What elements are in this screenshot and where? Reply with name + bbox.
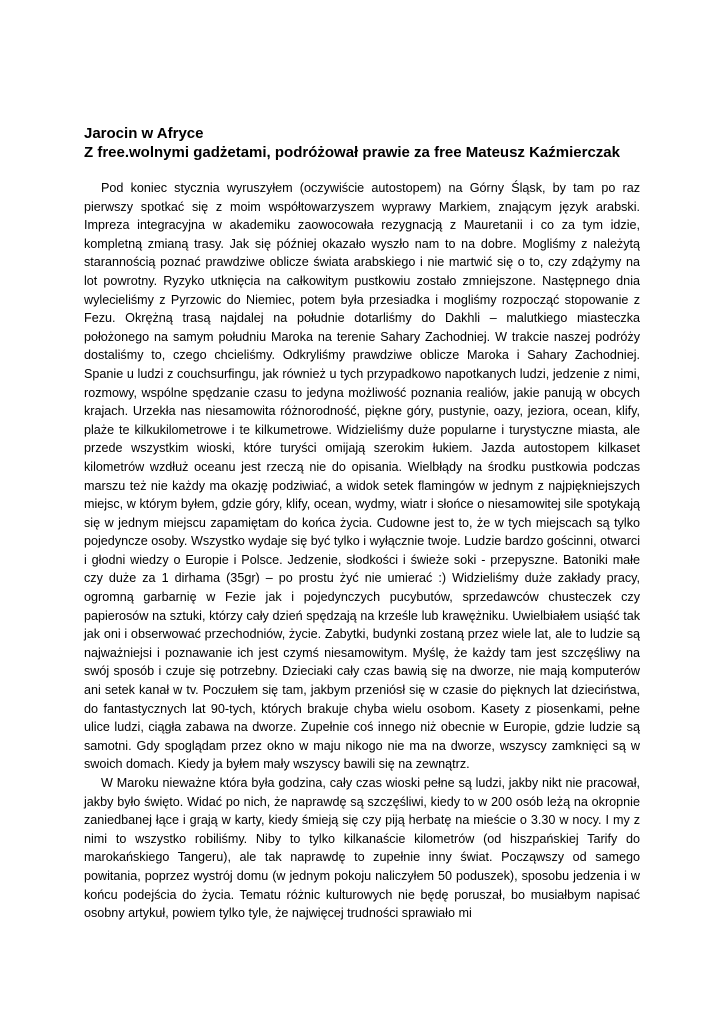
- document-page: [84, 124, 640, 923]
- body-paragraph: Pod koniec stycznia wyruszyłem (oczywiście autostopem) na Górny Śląsk, by tam po raz pierwszy spotkać się z moim współtowarzyszem wyprawy Markiem, znającym język arabski. Impreza integracyjna w akademiku zaowocowała rezygnacją z Mauretanii i co za tym idzie, kompletną zmianą trasy. Jak się później okazało wyszło nam to na dobre. Mogliśmy z należytą starannością poznać prawdziwe oblicze świata arabskiego i nie martwić się o to, czy zdążymy na lot powrotny. Ryzyko utknięcia na całkowitym pustkowiu zostało zmniejszone. Następnego dnia wylecieliśmy z Pyrzowic do Niemiec, potem była przesiadka i mogliśmy rozpocząć stopowanie z Fezu. Okrężną trasą najdalej na południe dotarliśmy do Dakhli – malutkiego miasteczka położonego na samym południu Maroka na terenie Sahary Zachodniej. W trakcie naszej podróży dostaliśmy to, czego chcieliśmy. Odkryliśmy prawdziwe oblicze Maroka i Sahary Zachodniej. Spanie u ludzi z couchsurfingu, jak również u tych przypadkowo napotkanych ludzi, jedzenie z nimi, rozmowy, wspólne spędzanie czasu to jedyna możliwość poznania realiów, jakie panują w obcych krajach. Urzekła nas niesamowita różnorodność, piękne góry, pustynie, oazy, jeziora, ocean, klify, plaże te kilkukilometrowe i te kilkumetrowe. Widzieliśmy duże popularne i turystyczne miasta, ale przede wszystkim wioski, które turyści omijają szerokim łukiem. Jazda autostopem kilkaset kilometrów wzdłuż oceanu jest rzeczą nie do opisania. Wielbłądy na środku pustkowia podczas marszu też nie każdy ma okazję podziwiać, a widok setek flamingów w jednym z najpiękniejszych miejsc, w którym byłem, gdzie góry, klify, ocean, wydmy, wiatr i słońce o niesamowitej sile spotykają się w jednym miejscu zapamiętam do końca życia. Cudowne jest to, że w tych miejscach są tylko pojedyncze osoby. Wszystko wydaje się być tylko i wyłącznie twoje. Ludzie bardzo gościnni, otwarci i głodni wiedzy o Europie i Polsce. Jedzenie, słodkości i świeże soki - przepyszne. Batoniki małe czy duże za 1 dirhama (35gr) – po prostu żyć nie umierać :) Widzieliśmy duże zakłady pracy, ogromną garbarnię w Fezie jak i pojedynczych pucybutów, sprzedawców chusteczek czy papierosów na sztuki, którzy cały dzień spędzają na krześle lub krawężniku. Uwielbiałem usiąść tak jak oni i obserwować przechodniów, życie. Zabytki, budynki zostaną przez wiele lat, ale to ludzie są najważniejsi i poznawanie ich jest czymś niesamowitym. Myślę, że każdy tam jest szczęśliwy na swój sposób i czuje się potrzebny. Dzieciaki cały czas bawią się na dworze, nie mają komputerów ani setek kanał w tv. Poczułem się tam, jakbym przeniósł się w czasie do pięknych lat dzieciństwa, do fantastycznych lat 90-tych, których brakuje chyba wielu osobom. Kasety z piosenkami, pełne ulice ludzi, ciągła zabawa na dworze. Zupełnie coś innego niż obecnie w Europie, gdzie ludzie są samotni. Gdy spoglądam przez okno w maju nikogo nie ma na dworze, wszyscy zamknięci są w swoich domach. Kiedy ja byłem mały wszyscy bawili się na zewnątrz.: [84, 181, 640, 772]
- article-subtitle: Z free.wolnymi gadżetami, podróżował prawie za free Mateusz Kaźmierczak: [84, 144, 620, 161]
- article-title: Jarocin w Afryce: [84, 125, 204, 142]
- body-paragraph: W Maroku nieważne która była godzina, cały czas wioski pełne są ludzi, jakby nikt nie pracował, jakby było święto. Widać po nich, że naprawdę są szczęśliwi, kiedy to w 200 osób leżą na okropnie zaniedbanej łące i grają w karty, kiedy śmieją się czy piją herbatę na mieście o 3.30 w nocy. I my z nimi to wszystko robiliśmy. Niby to tylko kilkanaście kilometrów (od hiszpańskiej Tarify do marokańskiego Tangeru), ale tak naprawdę to zupełnie inny świat. Począwszy od samego powitania, poprzez wystrój domu (w jednym pokoju naliczyłem 50 poduszek), sposobu jedzenia i w końcu podejścia do życia. Tematu różnic kulturowych nie będę poruszał, bo musiałbym napisać osobny artykuł, powiem tylko tyle, że najwięcej trudności sprawiało mi: [84, 776, 640, 921]
